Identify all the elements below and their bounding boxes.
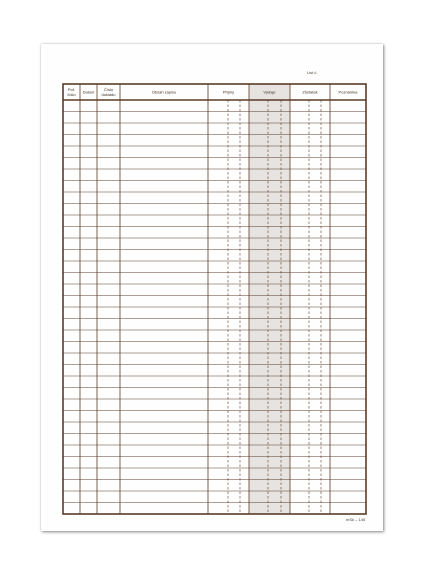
column-header-cislo_dokladu: Číslo: [103, 87, 114, 93]
column-header-prijmy: Příjmy: [222, 89, 235, 95]
column-header-zustatek: Zůstatek: [302, 89, 318, 95]
vydaje-column-shade: [249, 84, 290, 514]
table-frame: [63, 84, 366, 514]
column-header-poznamka: Poznámka: [338, 89, 358, 95]
form-code: mSk – 145: [346, 517, 366, 522]
column-header-cislo_dokladu: dokladu: [101, 91, 116, 97]
column-header-datum: Datum: [82, 89, 95, 95]
sheet-number-label: List č.: [307, 70, 318, 75]
column-header-obsah_zapisu: Obsah zápisu: [151, 89, 177, 95]
column-header-por_cislo: Poř.: [67, 87, 76, 93]
column-header-por_cislo: číslo: [67, 91, 76, 97]
column-header-vydaje: Výdaje: [263, 89, 276, 95]
